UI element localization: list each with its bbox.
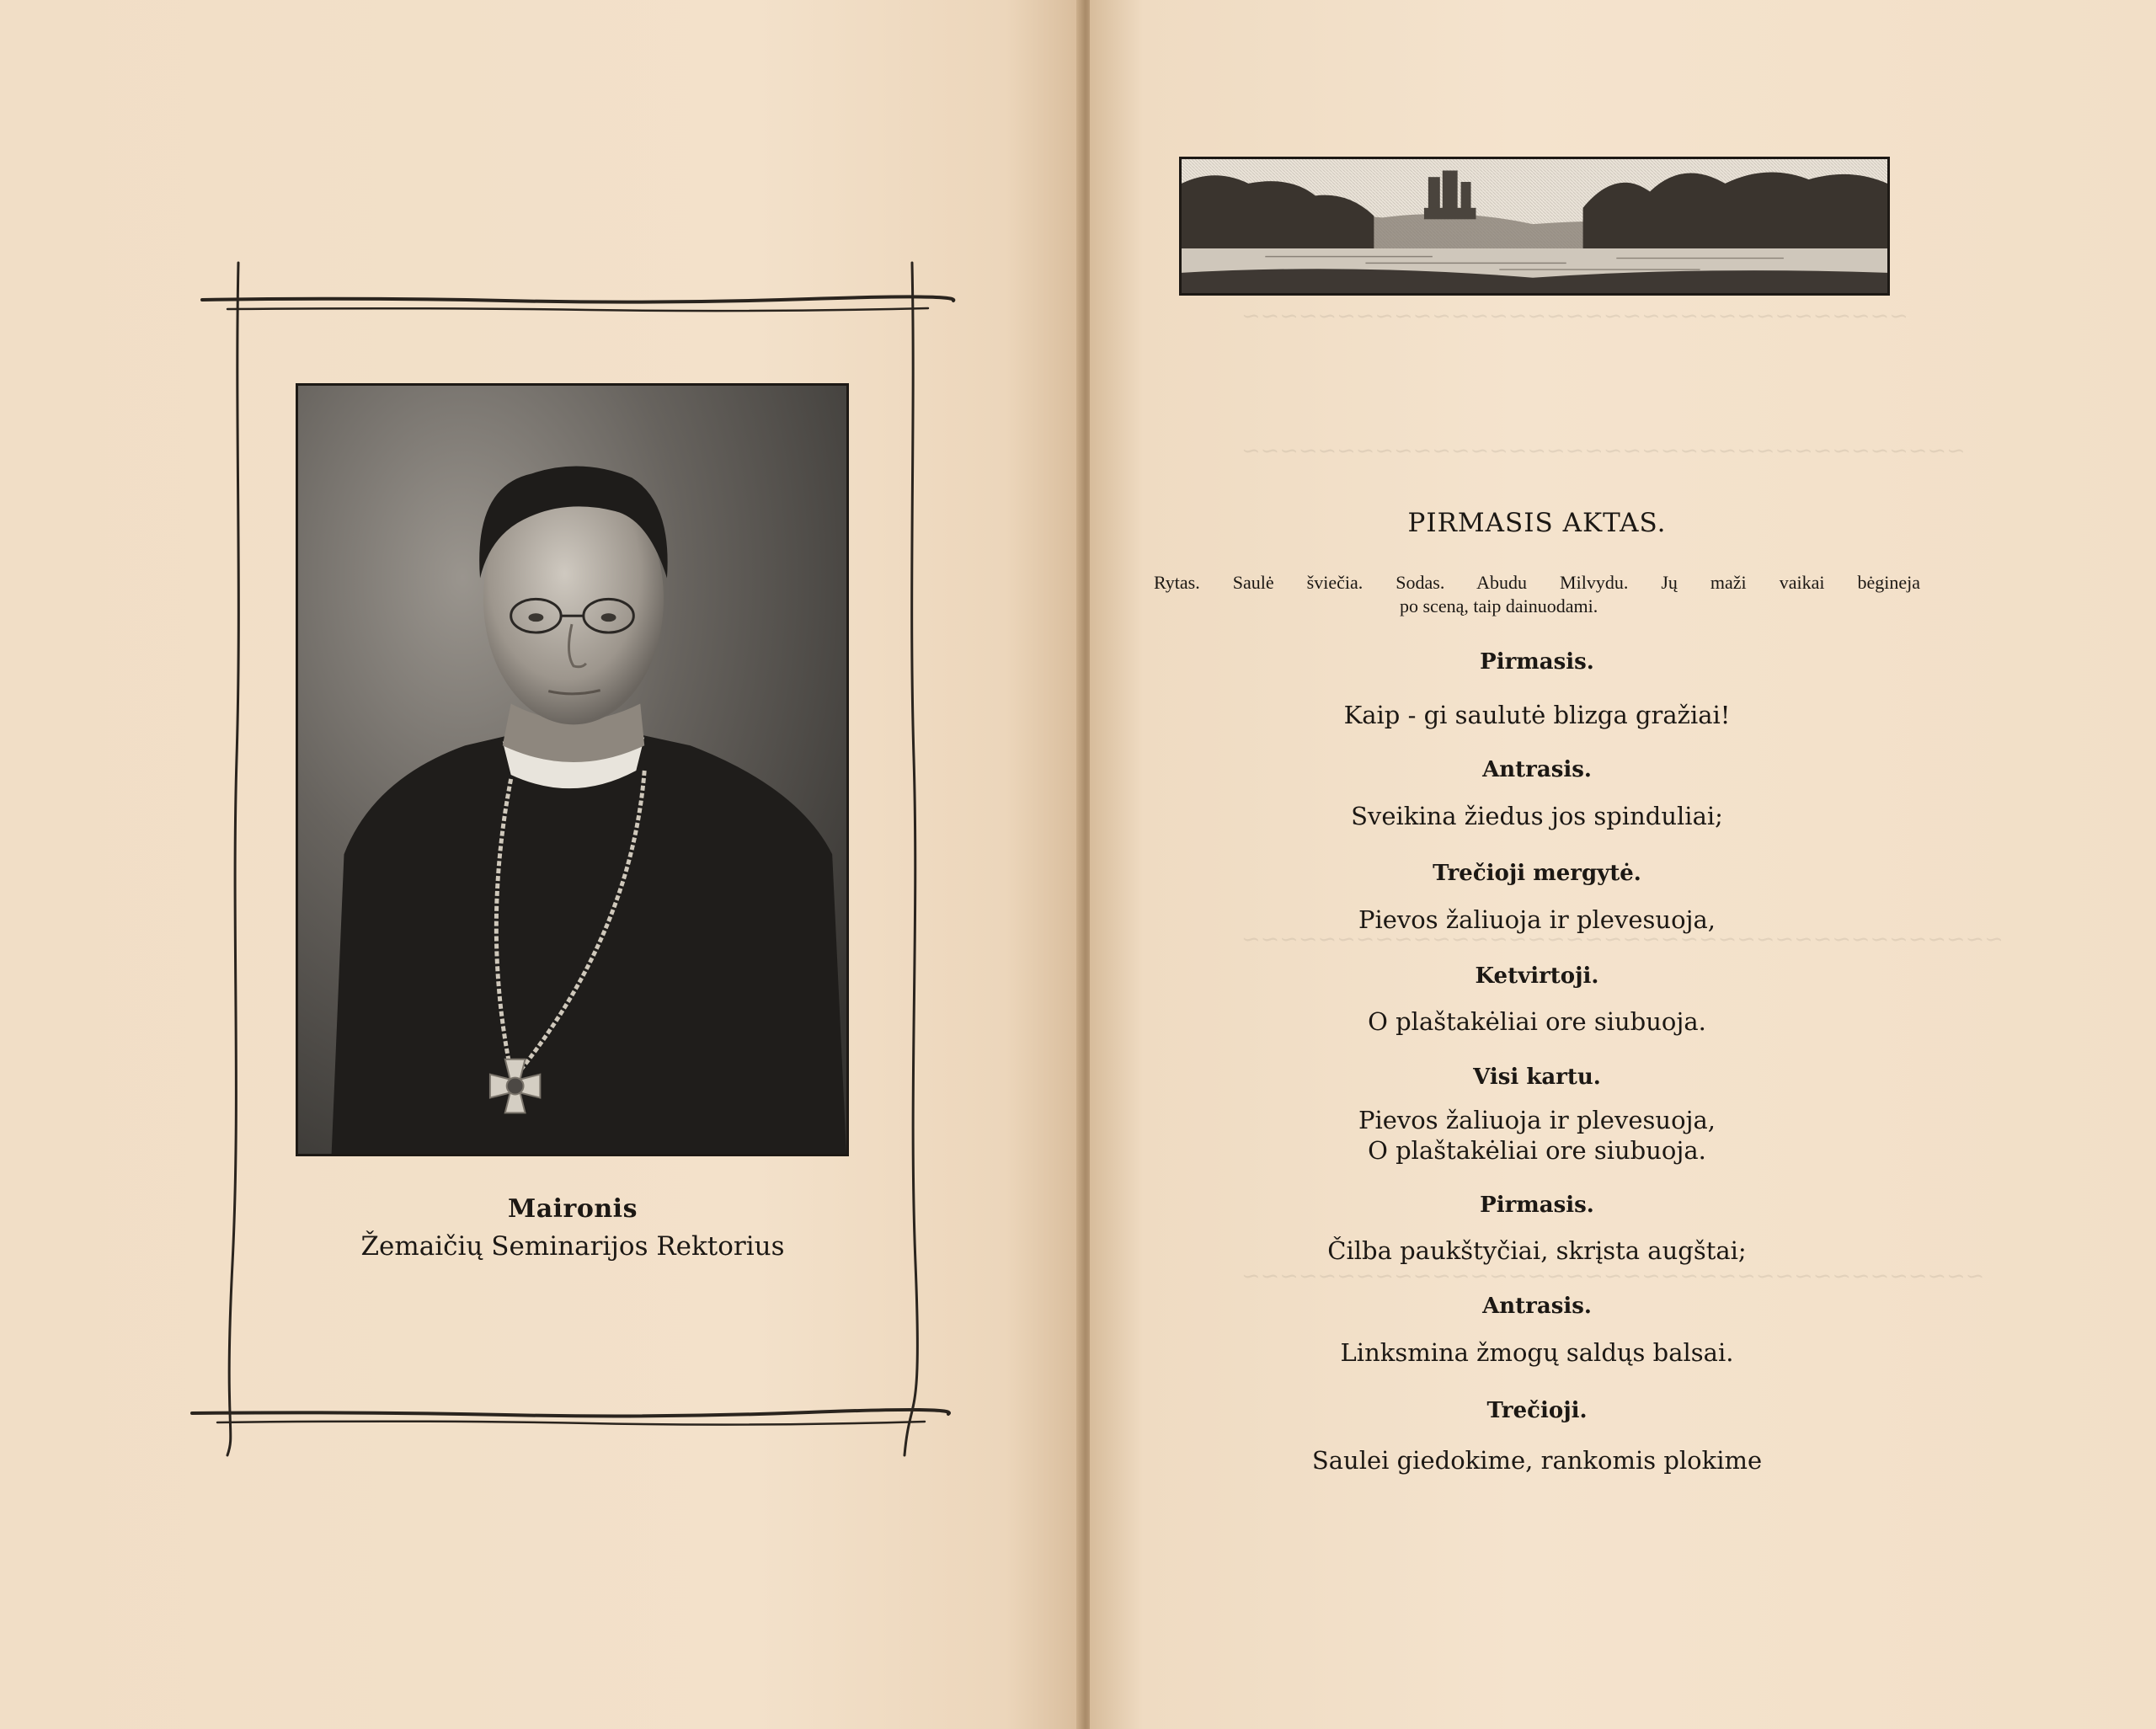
stage-direction xyxy=(1154,571,1920,618)
speaker-name: Trečioji mergytė. xyxy=(1433,861,1641,886)
verse-line: Saulei giedokime, rankomis plokime xyxy=(1311,1446,1763,1475)
speaker-name: Antrasis. xyxy=(1482,1294,1592,1319)
speaker-name: Visi kartu. xyxy=(1473,1065,1601,1090)
bleed-through-text: ~~~~~~~~~~~~~~~~~~~~~~~~~~~~~~~~~~~~~~ xyxy=(1241,438,1966,464)
verse-line: Kaip - gi saulutė blizga gražiai! xyxy=(1343,701,1731,729)
landscape-vignette xyxy=(1179,157,1890,296)
verse-line: Pievos žaliuoja ir plevesuoja, xyxy=(1358,1106,1716,1134)
verse-line: Čilba paukštyčiai, skrįsta augštai; xyxy=(1327,1236,1747,1265)
portrait-caption-title: Žemaičių Seminarijos Rektorius xyxy=(360,1231,785,1262)
verse-line: Pievos žaliuoja ir plevesuoja, xyxy=(1358,905,1716,934)
act-title: PIRMASIS AKTAS. xyxy=(1407,508,1667,538)
bleed-through-text: ~~~~~~~~~~~~~~~~~~~~~~~~~~~~~~~~~~~~~~~ xyxy=(1241,1263,1985,1289)
verse-line: Linksmina žmogų saldųs balsai. xyxy=(1340,1338,1734,1367)
stage-direction-line: Rytas. Saulė šviečia. Sodas. Abudu Milvydu. Jų maži vaikai bėgineja xyxy=(1154,572,1920,593)
speaker-name: Trečioji. xyxy=(1486,1398,1588,1423)
portrait-photo xyxy=(296,383,849,1156)
verse-line: O plaštakėliai ore siubuoja. xyxy=(1368,1136,1706,1165)
speaker-name: Ketvirtoji. xyxy=(1475,963,1599,989)
stage-direction-line: po sceną, taip dainuodami. xyxy=(1400,595,1598,616)
speaker-name: Pirmasis. xyxy=(1480,649,1594,675)
verse-line: Sveikina žiedus jos spinduliai; xyxy=(1351,802,1723,830)
bleed-through-text: ~~~~~~~~~~~~~~~~~~~~~~~~~~~~~~~~~~~ xyxy=(1241,303,1908,329)
speaker-name: Antrasis. xyxy=(1482,757,1592,782)
bleed-through-text: ~~~~~~~~~~~~~~~~~~~~~~~~~~~~~~~~~~~~~~~~ xyxy=(1241,926,2004,953)
verse-line: O plaštakėliai ore siubuoja. xyxy=(1368,1007,1706,1036)
portrait-caption-name: Maironis xyxy=(508,1194,638,1224)
speaker-name: Pirmasis. xyxy=(1480,1193,1594,1218)
